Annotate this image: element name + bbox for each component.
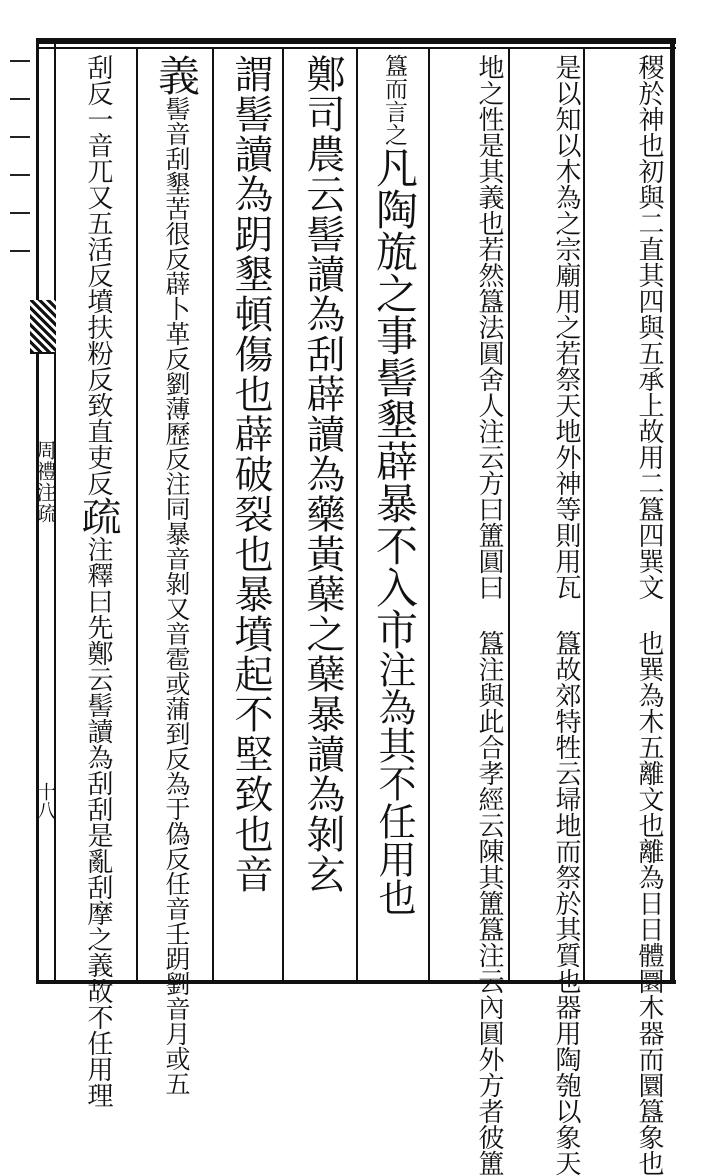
commentary-line: 注釋曰先鄭云髻讀為刮刮 [83,536,113,822]
text-column-6 [218,54,282,974]
commentary-line: 簋故郊特牲云埽地而祭於其質也器用陶匏以象天 [551,630,581,1176]
fish-tail-mark [30,300,56,352]
commentary-head [379,54,409,146]
commentary-line: 髻音刮墾苦很反薜卜革反劉薄歷反注同暴音剝 [162,96,191,596]
commentary-line: 簋注與此合孝經云陳其簠簋注云內圓外方者彼簠 [474,630,504,1176]
column-rule [356,48,358,980]
commentary-line: 地之性是其義也若然簋法圓舍人注云方曰簠圓曰 [474,54,504,600]
text-column-5 [290,54,354,974]
text-column-3 [436,54,506,1176]
text-column-7 [142,54,210,1096]
commentary-line: 墳扶粉反致直吏反 [83,288,113,496]
fish-tail-rule [30,352,56,354]
phonetic-notes [159,96,193,1096]
commentary-line: 刮反一音兀又五活反 [83,54,113,288]
main-text: 凡陶旊之事髻墾薜暴不入市 [370,146,419,650]
annotation-text: 謂髻讀為跀墾頓傷也薜破裂也暴墳起不堅致也音 [228,54,273,894]
column-rule [583,48,585,980]
commentary-line: 是亂刮摩之義故不任用理 [83,822,113,1108]
text-column-4 [362,54,426,974]
column-rule [508,48,510,980]
text-column-1 [596,54,666,1176]
column-rule [428,48,430,980]
commentary-line: 又音雹或蒲到反為于偽反任音壬跀劉音月或五 [162,596,191,1096]
annotation-marker: 注 [372,650,416,688]
annotation-text: 為其不任用也 [372,688,416,916]
annotation-text: 義 [152,54,201,96]
commentary-line: 言之 [381,100,407,146]
commentary-line: 也巽為木五離文也離為日日體圜木器而圜簋象也 [634,630,664,1176]
margin-page-number: 十八 [34,782,56,820]
top-border [36,38,676,44]
margin-book-title: 周禮注疏 [33,440,57,524]
column-rule [282,48,284,980]
annotation-text: 鄭司農云髻讀為刮薜讀為藥黃蘖之蘖暴讀為剝玄 [300,54,345,894]
right-border [670,38,675,984]
subcommentary-text [80,536,116,1108]
commentary-line: 稷於神也初與二直其四與五承上故用二簋四巽文 [634,54,664,600]
commentary-line: 是以知以木為之宗廟用之若祭天地外神等則用瓦 [551,54,581,600]
subcommentary-marker: 疏 [75,496,121,536]
phonetic-notes [80,54,116,496]
text-column-8 [58,54,134,1108]
column-rule [136,48,138,980]
column-rule [212,48,214,980]
commentary-line: 簋而 [381,54,407,100]
text-column-2 [516,54,582,1176]
margin-tick-marks [4,60,34,330]
